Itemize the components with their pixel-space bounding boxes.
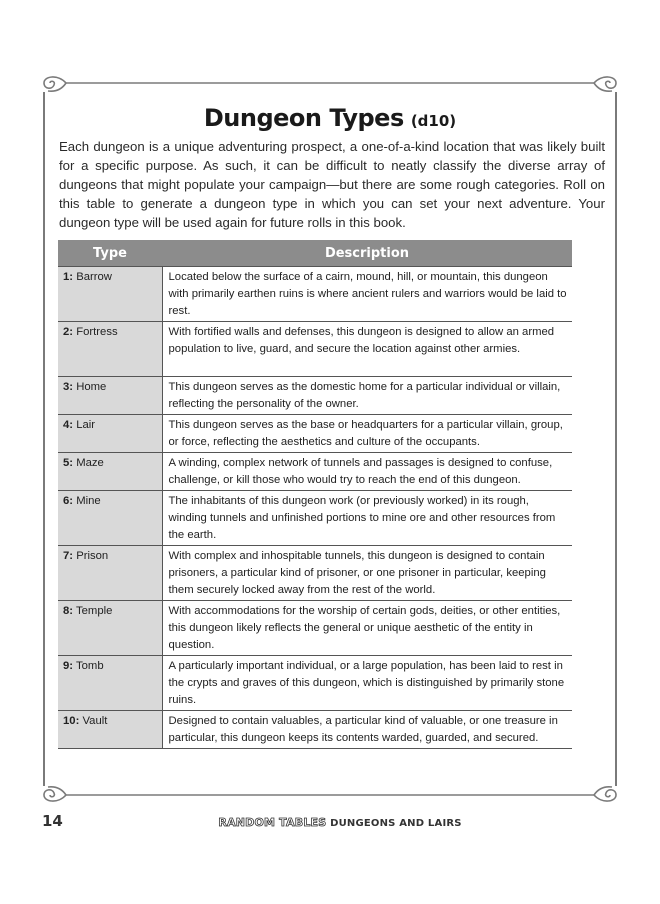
frame-left-rule (43, 92, 45, 786)
roll-number: 4: (63, 419, 74, 431)
roll-number: 10: (63, 715, 80, 727)
frame-top-ornament (36, 72, 624, 94)
type-cell (58, 453, 162, 491)
table-header-row (58, 240, 572, 267)
type-cell (58, 267, 162, 322)
table-row (58, 491, 572, 546)
roll-number: 2: (63, 326, 74, 338)
roll-number: 8: (63, 605, 74, 617)
table-row (58, 656, 572, 711)
type-cell (58, 415, 162, 453)
header-description: Description (162, 240, 572, 267)
roll-number: 7: (63, 550, 74, 562)
frame-right-rule (615, 92, 617, 786)
dungeon-types-table (58, 240, 572, 749)
type-name: Vault (82, 715, 108, 727)
type-cell (58, 601, 162, 656)
type-name: Maze (76, 457, 104, 469)
type-cell (58, 656, 162, 711)
description-cell: With fortified walls and defenses, this dungeon is designed to allow an armed population to live, guard, and secure the location against other armies. (162, 322, 572, 377)
type-cell (58, 546, 162, 601)
type-name: Home (76, 381, 107, 393)
roll-number: 3: (63, 381, 74, 393)
table-row (58, 601, 572, 656)
running-footer (0, 816, 660, 829)
page-number: 14 (42, 812, 63, 830)
type-name: Prison (76, 550, 109, 562)
description-cell: The inhabitants of this dungeon work (or previously worked) in its rough, winding tunnels and unfinished portions to mine ore and other resources from the earth. (162, 491, 572, 546)
type-name: Barrow (76, 271, 112, 283)
table-row (58, 267, 572, 322)
title-die: (d10) (410, 112, 457, 130)
book-subtitle: DUNGEONS AND LAIRS (330, 818, 462, 829)
table-row (58, 453, 572, 491)
page-title (0, 104, 660, 132)
type-name: Tomb (75, 660, 104, 672)
book-title: RANDOM TABLES (218, 816, 327, 829)
description-cell: This dungeon serves as the domestic home for a particular individual or villain, reflecting the personality of the owner. (162, 377, 572, 415)
roll-number: 5: (63, 457, 74, 469)
description-cell: This dungeon serves as the base or headquarters for a particular villain, group, or force, reflecting the aesthetics and culture of the occupants. (162, 415, 572, 453)
table-row (58, 711, 572, 749)
description-cell: Located below the surface of a cairn, mound, hill, or mountain, this dungeon with primarily earthen ruins is where ancient rulers and warriors would be laid to rest. (162, 267, 572, 322)
description-cell: With accommodations for the worship of certain gods, deities, or other entities, this dungeon likely reflects the general or unique aesthetic of the entity in question. (162, 601, 572, 656)
type-name: Fortress (76, 326, 118, 338)
frame-bottom-ornament (36, 784, 624, 806)
description-cell: A winding, complex network of tunnels and passages is designed to confuse, challenge, or kill those who would try to reach the end of this dungeon. (162, 453, 572, 491)
intro-paragraph: Each dungeon is a unique adventuring prospect, a one-of-a-kind location that was likely built for a specific purpose. As such, it can be difficult to neatly classify the diverse array of dungeons that might populate your campaign—but there are some rough categories. Roll on this table to generate a dungeon type in which you can set your next adventure. Your dungeon type will be used again for future rolls in this book. (59, 139, 605, 230)
type-cell (58, 322, 162, 377)
type-cell (58, 377, 162, 415)
roll-number: 6: (63, 495, 74, 507)
description-cell: Designed to contain valuables, a particular kind of valuable, or one treasure in particular, this dungeon keeps its contents warded, guarded, and secured. (162, 711, 572, 749)
description-cell: With complex and inhospitable tunnels, this dungeon is designed to contain prisoners, a particular kind of prisoner, or one prisoner in particular, keeping them securely locked away from the rest of the world. (162, 546, 572, 601)
table-row (58, 415, 572, 453)
type-name: Lair (76, 419, 96, 431)
table-row (58, 322, 572, 377)
roll-number: 1: (63, 271, 74, 283)
table-row (58, 546, 572, 601)
description-cell: A particularly important individual, or a large population, has been laid to rest in the crypts and graves of this dungeon, which is distinguished by primarily stone ruins. (162, 656, 572, 711)
type-name: Mine (76, 495, 101, 507)
table-row (58, 377, 572, 415)
type-cell (58, 491, 162, 546)
roll-number: 9: (63, 660, 74, 672)
type-name: Temple (75, 605, 113, 617)
title-main: Dungeon Types (203, 104, 404, 132)
type-cell (58, 711, 162, 749)
header-type: Type (58, 240, 162, 267)
